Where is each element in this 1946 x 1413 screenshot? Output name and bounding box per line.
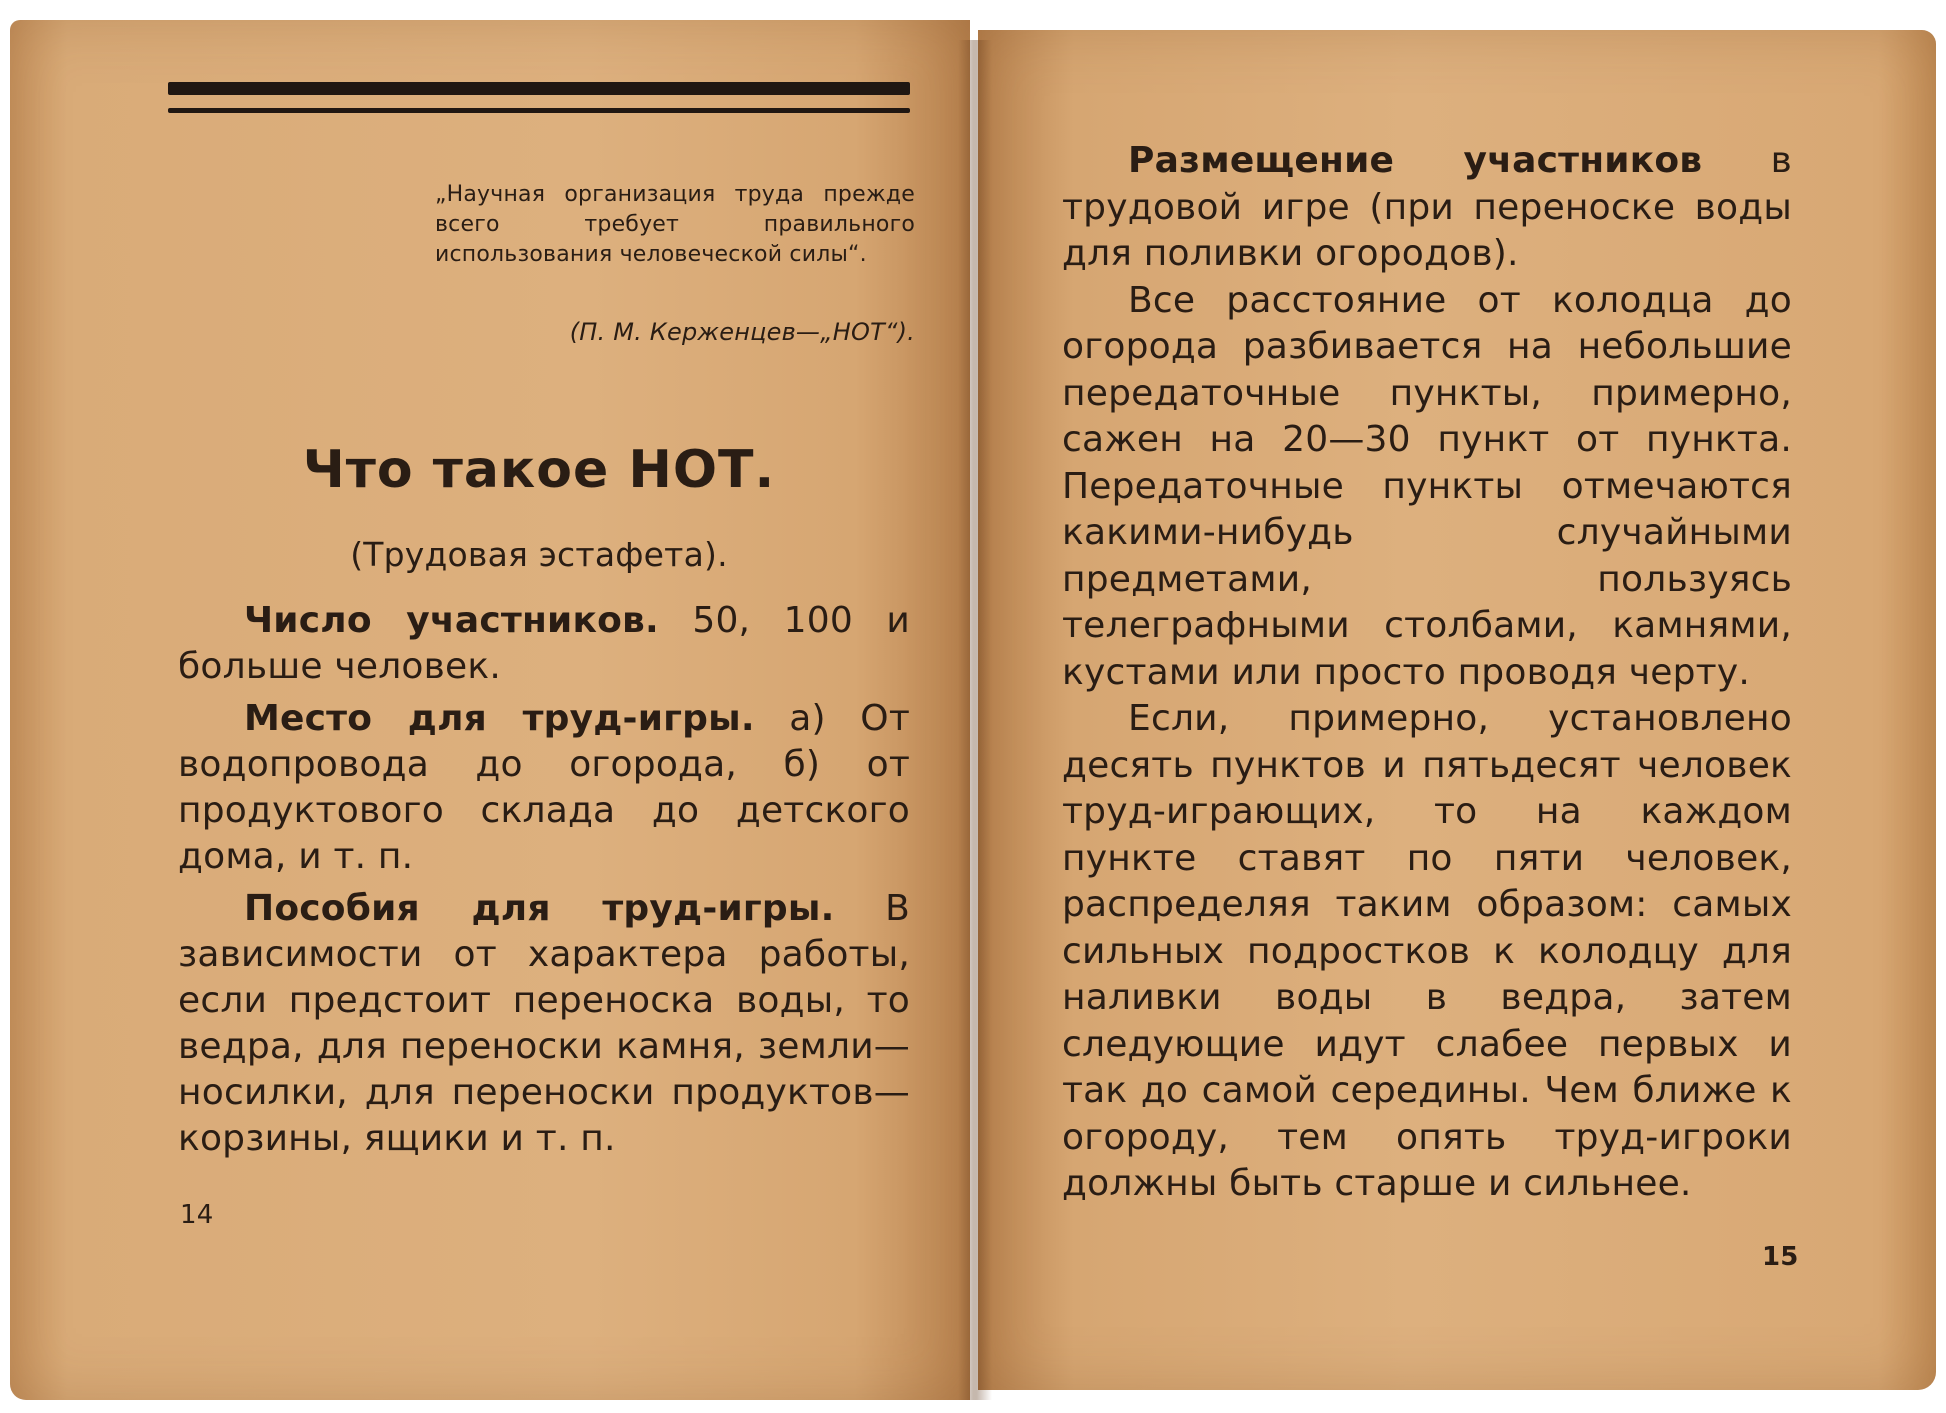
paragraph-participants: [178, 598, 910, 690]
header-rule-thin: [168, 108, 910, 113]
paragraph-text: В зависимости от характера работы, если предстоит переноска воды, то ведра, для переноски камня, земли—носилки, для переноски продуктов—корзины, ящики и т. п.: [178, 888, 910, 1159]
paragraph-placement: [1062, 138, 1792, 278]
paragraph-text: в трудовой игре (при переноске воды для поливки огородов).: [1062, 140, 1792, 274]
header-rule-thick: [168, 82, 910, 95]
page-number-right: 15: [1762, 1242, 1799, 1272]
paragraph-text: Все расстояние от колодца до огорода разбивается на небольшие передаточные пункты, примерно, сажен на 20—30 пункт от пункта. Передаточные пункты отмечаются какими-нибудь случайными предметами, пользуясь телеграфными столбами, камнями, кустами или просто проводя черту.: [1062, 279, 1792, 693]
paragraph-equipment: [178, 886, 910, 1162]
paragraph-distribution: [1062, 696, 1792, 1208]
epigraph-author: (П. М. Керженцев—„НОТ“).: [569, 318, 915, 346]
paragraph-heading: Число участников.: [244, 600, 659, 641]
right-page-body: [1062, 138, 1792, 1208]
paragraph-text: Если, примерно, установлено десять пунктов и пятьдесят человек труд-играющих, то на каждом пункте ставят по пяти человек, распределяя таким образом: самых сильных подростков к колодцу для наливки воды в ведра, затем следующие идут слабее первых и так до самой середины. Чем ближе к огороду, тем опять труд-игроки должны быть старше и сильнее.: [1062, 698, 1792, 1204]
paragraph-text: 50, 100 и больше человек.: [178, 600, 910, 687]
paragraph-heading: Место для труд-игры.: [244, 698, 755, 739]
paragraph-text: а) От водопровода до огорода, б) от продуктового склада до детского дома, и т. п.: [178, 698, 911, 877]
paragraph-heading: Размещение участников: [1128, 140, 1703, 181]
epigraph-quote: „Научная организация труда прежде всего требует правильного использования человеческой силы“.: [435, 182, 915, 267]
paragraph-distance: [1062, 278, 1792, 697]
left-page-body: [178, 598, 910, 1162]
paragraph-place: [178, 696, 910, 880]
chapter-title: Что такое НОТ.: [302, 440, 776, 500]
chapter-subtitle: (Трудовая эстафета).: [350, 535, 728, 574]
paragraph-heading: Пособия для труд-игры.: [244, 888, 835, 929]
book-gutter: [958, 40, 992, 1400]
page-number-left: 14: [180, 1200, 214, 1230]
